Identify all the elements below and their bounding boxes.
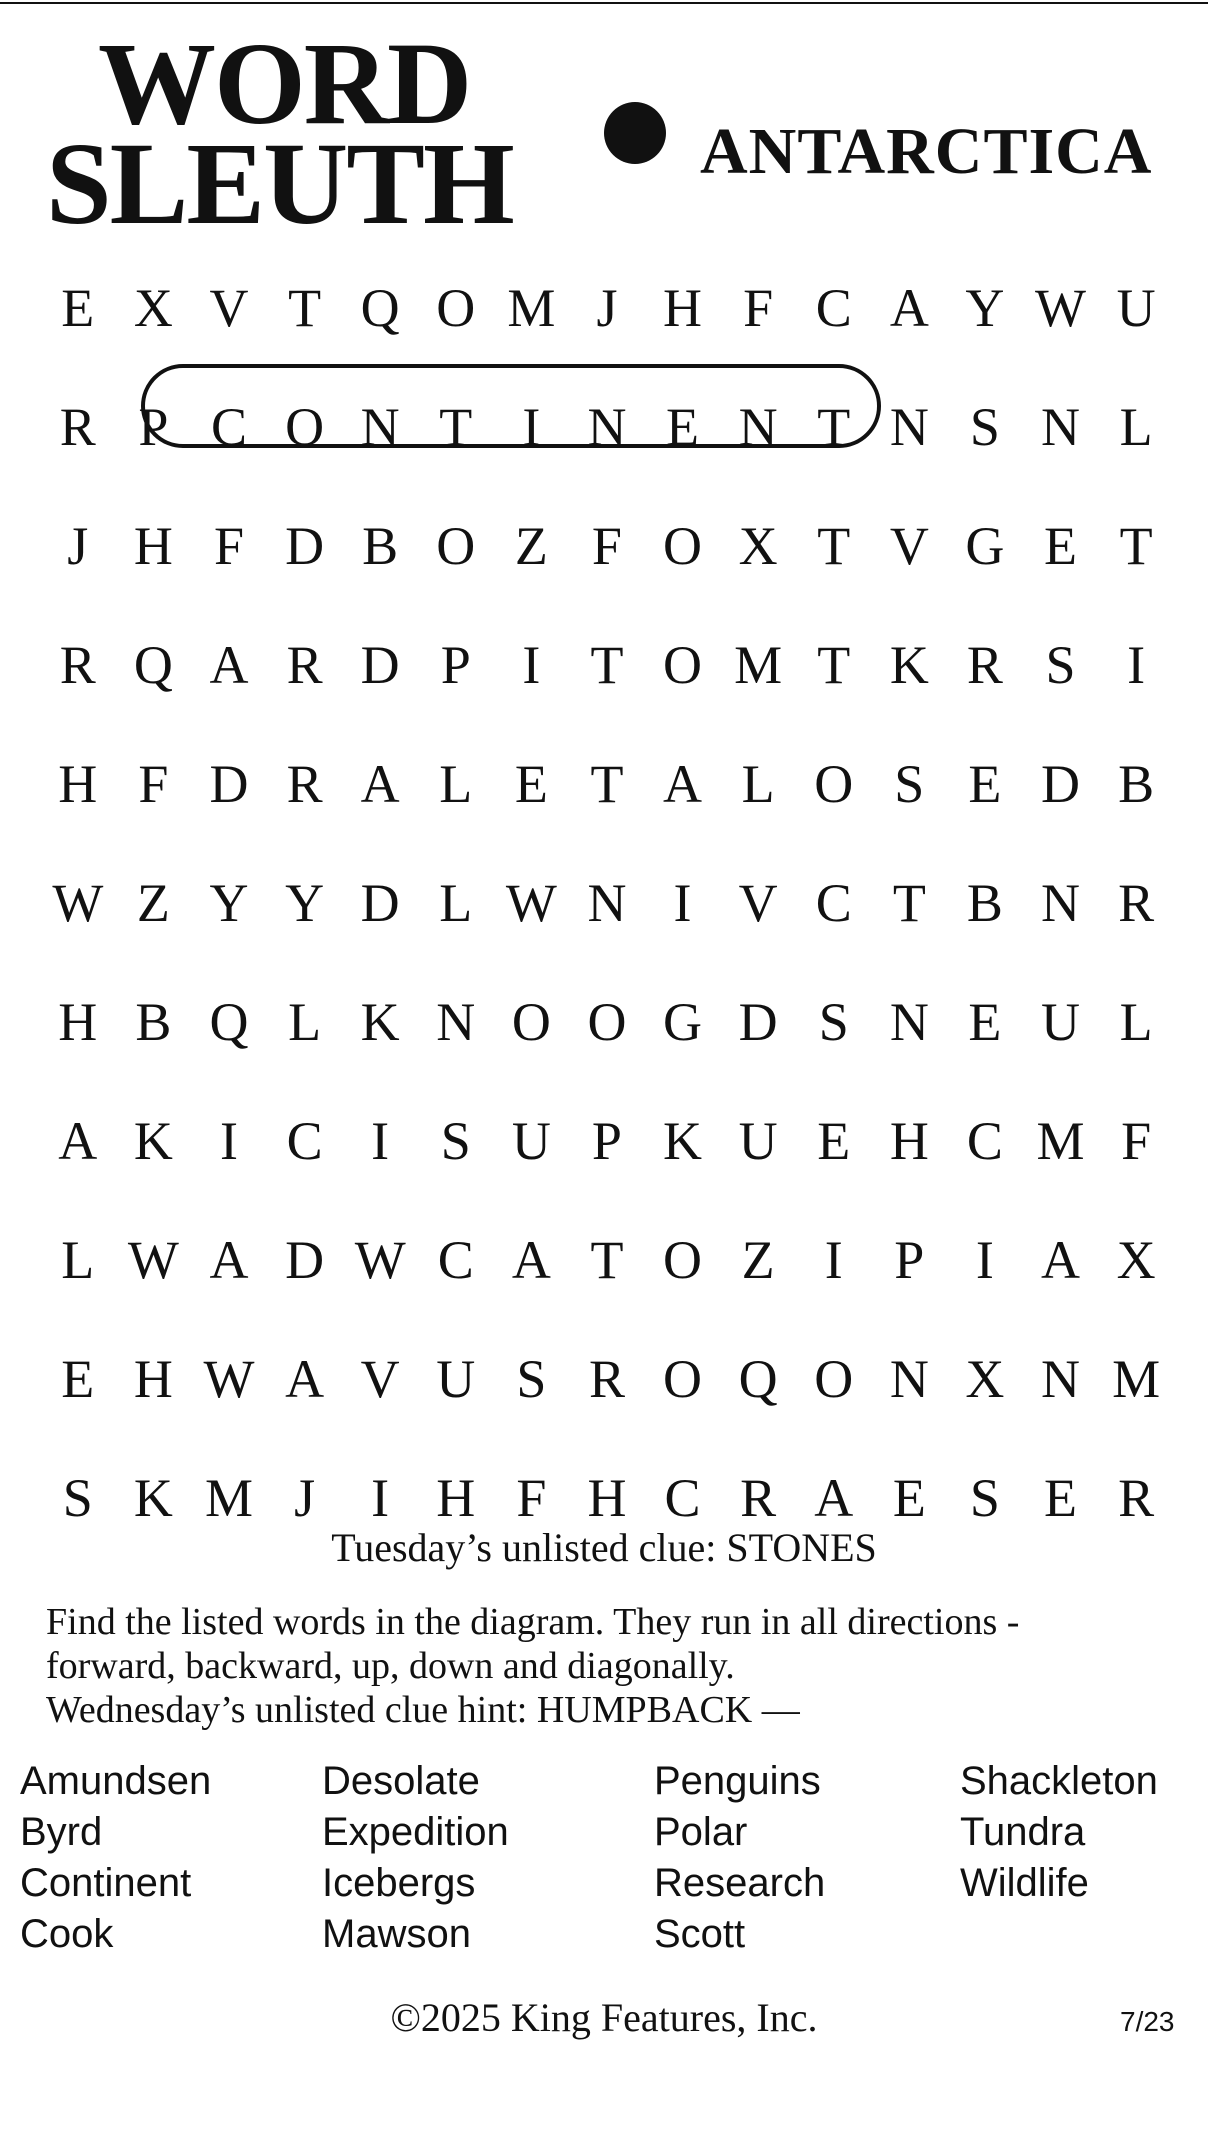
grid-letter: D xyxy=(285,1229,325,1290)
grid-letter: C xyxy=(210,396,247,457)
grid-letter: O xyxy=(814,753,854,814)
grid-letter: Q xyxy=(738,1348,778,1409)
grid-letter: L xyxy=(741,753,775,814)
word-list-column xyxy=(654,1756,825,1960)
grid-letter: O xyxy=(285,396,325,457)
grid-letter: T xyxy=(817,515,851,576)
grid-letter: I xyxy=(522,634,541,695)
grid-letter: A xyxy=(511,1229,551,1290)
grid-letter: Q xyxy=(360,277,400,338)
grid-letter: S xyxy=(969,396,1000,457)
grid-letter: F xyxy=(1121,1110,1152,1171)
grid-letter: I xyxy=(371,1110,390,1171)
grid-letter: E xyxy=(817,1110,851,1171)
grid-letter: O xyxy=(814,1348,854,1409)
grid-letter: F xyxy=(516,1467,547,1528)
grid-letter: S xyxy=(62,1467,93,1528)
word-list-item: Icebergs xyxy=(322,1861,476,1905)
grid-letter: A xyxy=(814,1467,854,1528)
grid-letter: K xyxy=(663,1110,703,1171)
grid-letter: L xyxy=(61,1229,95,1290)
grid-letter: K xyxy=(889,634,929,695)
grid-row xyxy=(40,843,1175,962)
grid-letter: A xyxy=(360,753,400,814)
grid-letter: U xyxy=(738,1110,778,1171)
grid-letter: T xyxy=(590,634,624,695)
grid-letter: Z xyxy=(514,515,548,576)
grid-row xyxy=(40,248,1175,367)
word-list-item: Byrd xyxy=(20,1810,103,1854)
grid-letter: Y xyxy=(965,277,1005,338)
grid-letter: O xyxy=(663,515,703,576)
grid-letter: S xyxy=(894,753,925,814)
grid-letter: N xyxy=(587,872,627,933)
grid-letter: F xyxy=(213,515,244,576)
grid-letter: H xyxy=(436,1467,476,1528)
copyright: ©2025 King Features, Inc. xyxy=(390,1995,818,2040)
grid-letter: K xyxy=(360,991,400,1052)
grid-letter: E xyxy=(666,396,700,457)
grid-letter: Y xyxy=(209,872,249,933)
grid-letter: R xyxy=(286,753,323,814)
grid-letter: R xyxy=(1118,872,1155,933)
grid-letter: H xyxy=(133,1348,173,1409)
grid-letter: V xyxy=(889,515,929,576)
grid-letter: E xyxy=(892,1467,926,1528)
grid-letter: F xyxy=(743,277,774,338)
grid-letter: C xyxy=(664,1467,701,1528)
grid-letter: S xyxy=(818,991,849,1052)
grid-letter: X xyxy=(738,515,778,576)
grid-letter: D xyxy=(738,991,778,1052)
grid-letter: O xyxy=(663,634,703,695)
grid-letter: Z xyxy=(136,872,170,933)
grid-letter: J xyxy=(67,515,89,576)
word-list-item: Tundra xyxy=(960,1810,1086,1854)
instructions-line: Find the listed words in the diagram. They run in all directions - xyxy=(46,1601,1020,1643)
grid-letter: M xyxy=(204,1467,253,1528)
grid-row xyxy=(40,486,1175,605)
grid-letter: L xyxy=(439,753,473,814)
grid-letter: R xyxy=(966,634,1003,695)
word-list-column xyxy=(322,1756,509,1960)
title-line-word: WORD xyxy=(98,18,471,149)
grid-letter: H xyxy=(58,753,98,814)
grid-letter: U xyxy=(436,1348,476,1409)
grid-letter: W xyxy=(203,1348,255,1409)
bullet-dot-icon xyxy=(604,102,666,164)
grid-letter: I xyxy=(824,1229,843,1290)
instructions-line: forward, backward, up, down and diagonally. xyxy=(46,1645,735,1687)
grid-row xyxy=(40,1200,1175,1319)
grid-row xyxy=(40,962,1175,1081)
grid-letter: T xyxy=(288,277,322,338)
grid-letter: B xyxy=(362,515,399,576)
puzzle-header xyxy=(40,18,1180,249)
word-list-item: Shackleton xyxy=(960,1759,1158,1803)
grid-letter: T xyxy=(590,753,624,814)
word-list-item: Polar xyxy=(654,1810,748,1854)
word-list-item: Wildlife xyxy=(960,1861,1089,1905)
circled-word-example xyxy=(141,364,881,448)
word-list-item: Penguins xyxy=(654,1759,821,1803)
grid-letter: C xyxy=(815,872,852,933)
grid-letter: E xyxy=(61,1348,95,1409)
grid-letter: S xyxy=(1045,634,1076,695)
hint-line: Wednesday’s unlisted clue hint: HUMPBACK — xyxy=(46,1689,800,1731)
grid-letter: D xyxy=(360,634,400,695)
grid-letter: O xyxy=(511,991,551,1052)
grid-letter: U xyxy=(1116,277,1156,338)
word-list-column xyxy=(960,1756,1158,1909)
title-line-sleuth: SLEUTH xyxy=(46,118,513,249)
grid-letter: N xyxy=(1041,1348,1081,1409)
grid-letter: V xyxy=(738,872,778,933)
puzzle-title xyxy=(46,18,513,249)
grid-letter: R xyxy=(286,634,323,695)
grid-letter: A xyxy=(58,1110,98,1171)
grid-letter: F xyxy=(138,753,169,814)
grid-letter: I xyxy=(219,1110,238,1171)
grid-letter: E xyxy=(968,991,1002,1052)
grid-letter: O xyxy=(663,1229,703,1290)
grid-letter: Q xyxy=(209,991,249,1052)
grid-letter: B xyxy=(135,991,172,1052)
grid-letter: N xyxy=(1041,396,1081,457)
word-list-item: Desolate xyxy=(322,1759,480,1803)
grid-letter: P xyxy=(440,634,471,695)
grid-letter: B xyxy=(966,872,1003,933)
grid-letter: O xyxy=(436,515,476,576)
grid-letter: I xyxy=(371,1467,390,1528)
grid-letter: D xyxy=(1041,753,1081,814)
grid-letter: D xyxy=(209,753,249,814)
grid-row xyxy=(40,1081,1175,1200)
grid-letter: H xyxy=(663,277,703,338)
grid-letter: E xyxy=(1044,1467,1078,1528)
grid-letter: L xyxy=(1119,991,1153,1052)
grid-letter: X xyxy=(965,1348,1005,1409)
grid-letter: V xyxy=(360,1348,400,1409)
word-list-item: Amundsen xyxy=(20,1759,212,1803)
grid-letter: L xyxy=(439,872,473,933)
grid-letter: B xyxy=(1118,753,1155,814)
grid-row xyxy=(40,1319,1175,1438)
grid-letter: E xyxy=(1044,515,1078,576)
grid-letter: P xyxy=(894,1229,925,1290)
word-list-column xyxy=(20,1756,211,1960)
grid-letter: O xyxy=(436,277,476,338)
word-list-item: Cook xyxy=(20,1912,114,1956)
grid-letter: O xyxy=(587,991,627,1052)
grid-letter: S xyxy=(516,1348,547,1409)
grid-letter: U xyxy=(511,1110,551,1171)
grid-letter: H xyxy=(133,515,173,576)
grid-letter: P xyxy=(591,1110,622,1171)
grid-letter: T xyxy=(590,1229,624,1290)
word-list-item: Continent xyxy=(20,1861,192,1905)
word-list xyxy=(20,1756,1200,1966)
grid-letter: I xyxy=(1127,634,1146,695)
grid-letter: J xyxy=(294,1467,316,1528)
grid-letter: A xyxy=(209,1229,249,1290)
grid-letter: T xyxy=(817,396,851,457)
grid-letter: H xyxy=(58,991,98,1052)
grid-letter: C xyxy=(815,277,852,338)
grid-letter: I xyxy=(522,396,541,457)
word-list-item: Scott xyxy=(654,1912,746,1956)
grid-letter: W xyxy=(505,872,557,933)
grid-letter: C xyxy=(286,1110,323,1171)
grid-letter: D xyxy=(360,872,400,933)
grid-letter: M xyxy=(1036,1110,1085,1171)
word-list-item: Research xyxy=(654,1861,826,1905)
grid-letter: T xyxy=(817,634,851,695)
grid-letter: G xyxy=(965,515,1005,576)
grid-letter: H xyxy=(889,1110,929,1171)
puzzle-theme: ANTARCTICA xyxy=(700,115,1153,188)
grid-letter: V xyxy=(209,277,249,338)
grid-letter: A xyxy=(285,1348,325,1409)
grid-letter: M xyxy=(507,277,556,338)
grid-letter: A xyxy=(1041,1229,1081,1290)
grid-letter: R xyxy=(740,1467,777,1528)
grid-row xyxy=(40,605,1175,724)
grid-letter: N xyxy=(360,396,400,457)
grid-letter: E xyxy=(968,753,1002,814)
word-list-item: Mawson xyxy=(322,1912,471,1956)
grid-letter: E xyxy=(61,277,95,338)
grid-letter: T xyxy=(439,396,473,457)
grid-letter: O xyxy=(663,1348,703,1409)
grid-letter: C xyxy=(437,1229,474,1290)
grid-letter: N xyxy=(587,396,627,457)
grid-letter: W xyxy=(1035,277,1086,338)
grid-letter: K xyxy=(133,1110,173,1171)
grid-letter: A xyxy=(663,753,703,814)
grid-row xyxy=(40,724,1175,843)
grid-letter: F xyxy=(591,515,622,576)
grid-letter: U xyxy=(1041,991,1081,1052)
grid-letter: N xyxy=(1041,872,1081,933)
grid-letter: N xyxy=(889,1348,929,1409)
grid-letter: N xyxy=(738,396,778,457)
grid-letter: W xyxy=(127,1229,179,1290)
top-rule xyxy=(0,2,1208,4)
unlisted-clue: Tuesday’s unlisted clue: STONES xyxy=(331,1525,877,1570)
grid-letter: I xyxy=(975,1229,994,1290)
grid-letter: Y xyxy=(285,872,325,933)
grid-letter: I xyxy=(673,872,692,933)
grid-letter: G xyxy=(663,991,703,1052)
grid-letter: S xyxy=(440,1110,471,1171)
grid-letter: S xyxy=(969,1467,1000,1528)
grid-letter: D xyxy=(285,515,325,576)
grid-letter: R xyxy=(588,1348,625,1409)
grid-letter: A xyxy=(889,277,929,338)
date-code: 7/23 xyxy=(1120,2006,1175,2037)
grid-letter: N xyxy=(889,396,929,457)
grid-letter: X xyxy=(133,277,173,338)
grid-letter: C xyxy=(966,1110,1003,1171)
grid-letter: L xyxy=(1119,396,1153,457)
grid-letter: A xyxy=(209,634,249,695)
grid-letter: X xyxy=(1116,1229,1156,1290)
grid-letter: M xyxy=(734,634,783,695)
grid-letter: H xyxy=(587,1467,627,1528)
grid-letter: T xyxy=(1119,515,1153,576)
grid-letter: T xyxy=(892,872,926,933)
grid-letter: W xyxy=(354,1229,406,1290)
grid-letter: P xyxy=(138,396,169,457)
word-list-item: Expedition xyxy=(322,1810,509,1854)
grid-letter: Q xyxy=(133,634,173,695)
grid-letter: R xyxy=(59,396,96,457)
grid-letter: N xyxy=(436,991,476,1052)
grid-letter: W xyxy=(52,872,104,933)
grid-letter: R xyxy=(1118,1467,1155,1528)
grid-letter: E xyxy=(514,753,548,814)
grid-letter: Z xyxy=(741,1229,775,1290)
grid-letter: N xyxy=(889,991,929,1052)
grid-letter: J xyxy=(596,277,618,338)
grid-letter: L xyxy=(288,991,322,1052)
instructions xyxy=(46,1600,1186,1732)
grid-letter: K xyxy=(133,1467,173,1528)
grid-letter: M xyxy=(1112,1348,1161,1409)
grid-letter: R xyxy=(59,634,96,695)
